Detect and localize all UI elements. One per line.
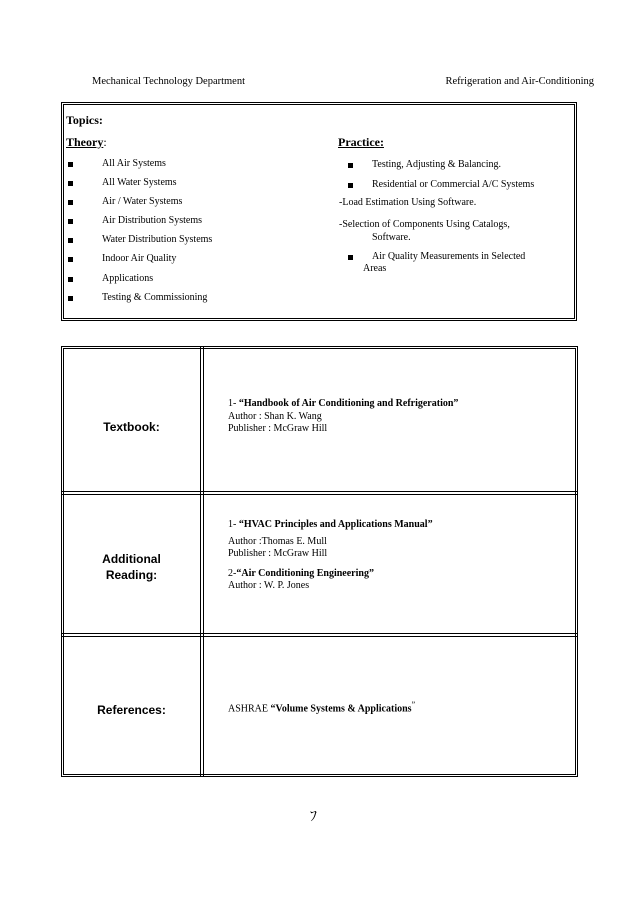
- additional-reading-label: [62, 551, 201, 583]
- practice-item-text: Residential or Commercial A/C Systems: [372, 179, 535, 190]
- additional-item2-number: 2-: [228, 567, 237, 579]
- practice-heading: Practice:: [338, 135, 384, 149]
- additional-item2-author: Author : W. P. Jones: [228, 580, 310, 591]
- table-divider: [62, 633, 577, 634]
- header-course: Refrigeration and Air-Conditioning: [445, 76, 594, 87]
- practice-item-text-cont: Software.: [372, 232, 411, 243]
- references-prefix: ASHRAE: [228, 703, 271, 715]
- references-title: “Volume Systems & Applications: [270, 703, 412, 715]
- spacer: [228, 561, 433, 568]
- additional-reading-label-line1: Additional: [102, 552, 161, 566]
- theory-item-text: Air Distribution Systems: [102, 215, 203, 227]
- references-suffix: ”: [411, 700, 416, 709]
- theory-heading-text: Theory: [66, 135, 104, 149]
- practice-item-text: Testing, Adjusting & Balancing.: [372, 159, 502, 170]
- theory-item-text: Applications: [102, 272, 154, 284]
- table-divider: [203, 347, 204, 776]
- theory-item: [68, 252, 308, 271]
- bullet-icon: [68, 162, 73, 167]
- bullet-icon: [68, 200, 73, 205]
- theory-item-text: All Air Systems: [102, 158, 166, 169]
- textbook-title: “Handbook of Air Conditioning and Refrigeration”: [238, 398, 459, 409]
- bullet-icon: [68, 219, 73, 224]
- bullet-icon: [68, 277, 73, 282]
- bullet-icon: [68, 296, 73, 301]
- practice-item-text: -Load Estimation Using Software.: [339, 197, 477, 208]
- textbook-label: Textbook:: [103, 420, 160, 434]
- theory-item: [68, 176, 308, 195]
- bullet-icon: [68, 257, 73, 262]
- references-table: [61, 346, 578, 777]
- theory-item-text: Testing & Commissioning: [102, 291, 208, 303]
- bullet-icon: [348, 163, 353, 168]
- additional-item1-title-line: [228, 519, 433, 532]
- theory-item-text: Water Distribution Systems: [102, 234, 213, 246]
- additional-item1-publisher: Publisher : McGraw Hill: [228, 548, 328, 559]
- theory-item: [68, 291, 308, 310]
- theory-heading: [66, 135, 107, 150]
- textbook-number: 1-: [228, 398, 239, 409]
- references-entry: [228, 699, 415, 716]
- topics-box: [61, 102, 577, 321]
- textbook-author: Author : Shan K. Wang: [228, 410, 322, 422]
- references-label: References:: [97, 703, 166, 717]
- theory-item: [68, 195, 308, 214]
- additional-reading-entry: [228, 519, 433, 593]
- table-divider: [62, 636, 577, 637]
- theory-item-text: All Water Systems: [102, 177, 177, 189]
- page-number: ﾌ: [310, 809, 317, 825]
- practice-item-text: -Selection of Components Using Catalogs,: [339, 219, 510, 230]
- textbook-entry: [228, 398, 458, 436]
- additional-item2-title: “Air Conditioning Engineering”: [236, 567, 374, 579]
- textbook-title-line: [228, 398, 458, 411]
- bullet-icon: [348, 255, 353, 260]
- bullet-icon: [68, 238, 73, 243]
- table-divider: [62, 491, 577, 492]
- theory-heading-colon: :: [103, 135, 107, 149]
- textbook-publisher: Publisher : McGraw Hill: [228, 423, 328, 434]
- theory-item: [68, 272, 308, 291]
- header-department: Mechanical Technology Department: [92, 76, 246, 87]
- additional-item1-number: 1-: [228, 519, 239, 530]
- bullet-icon: [68, 181, 73, 186]
- additional-item1-title: “HVAC Principles and Applications Manual”: [238, 519, 433, 530]
- theory-item-text: Indoor Air Quality: [102, 253, 177, 265]
- practice-item-text: Air Quality Measurements in Selected: [372, 251, 526, 262]
- additional-item1-author: Author :Thomas E. Mull: [228, 535, 327, 547]
- bullet-icon: [348, 183, 353, 188]
- topics-heading: Topics:: [66, 113, 103, 127]
- theory-item: [68, 157, 308, 176]
- theory-item: [68, 233, 308, 252]
- theory-list: [68, 157, 308, 310]
- additional-reading-label-line2: Reading:: [105, 568, 158, 582]
- table-divider: [62, 494, 577, 495]
- theory-item: [68, 214, 308, 233]
- additional-item2-title-line: [228, 568, 433, 581]
- theory-item-text: Air / Water Systems: [102, 196, 183, 208]
- practice-item-text-cont: Areas: [363, 263, 387, 274]
